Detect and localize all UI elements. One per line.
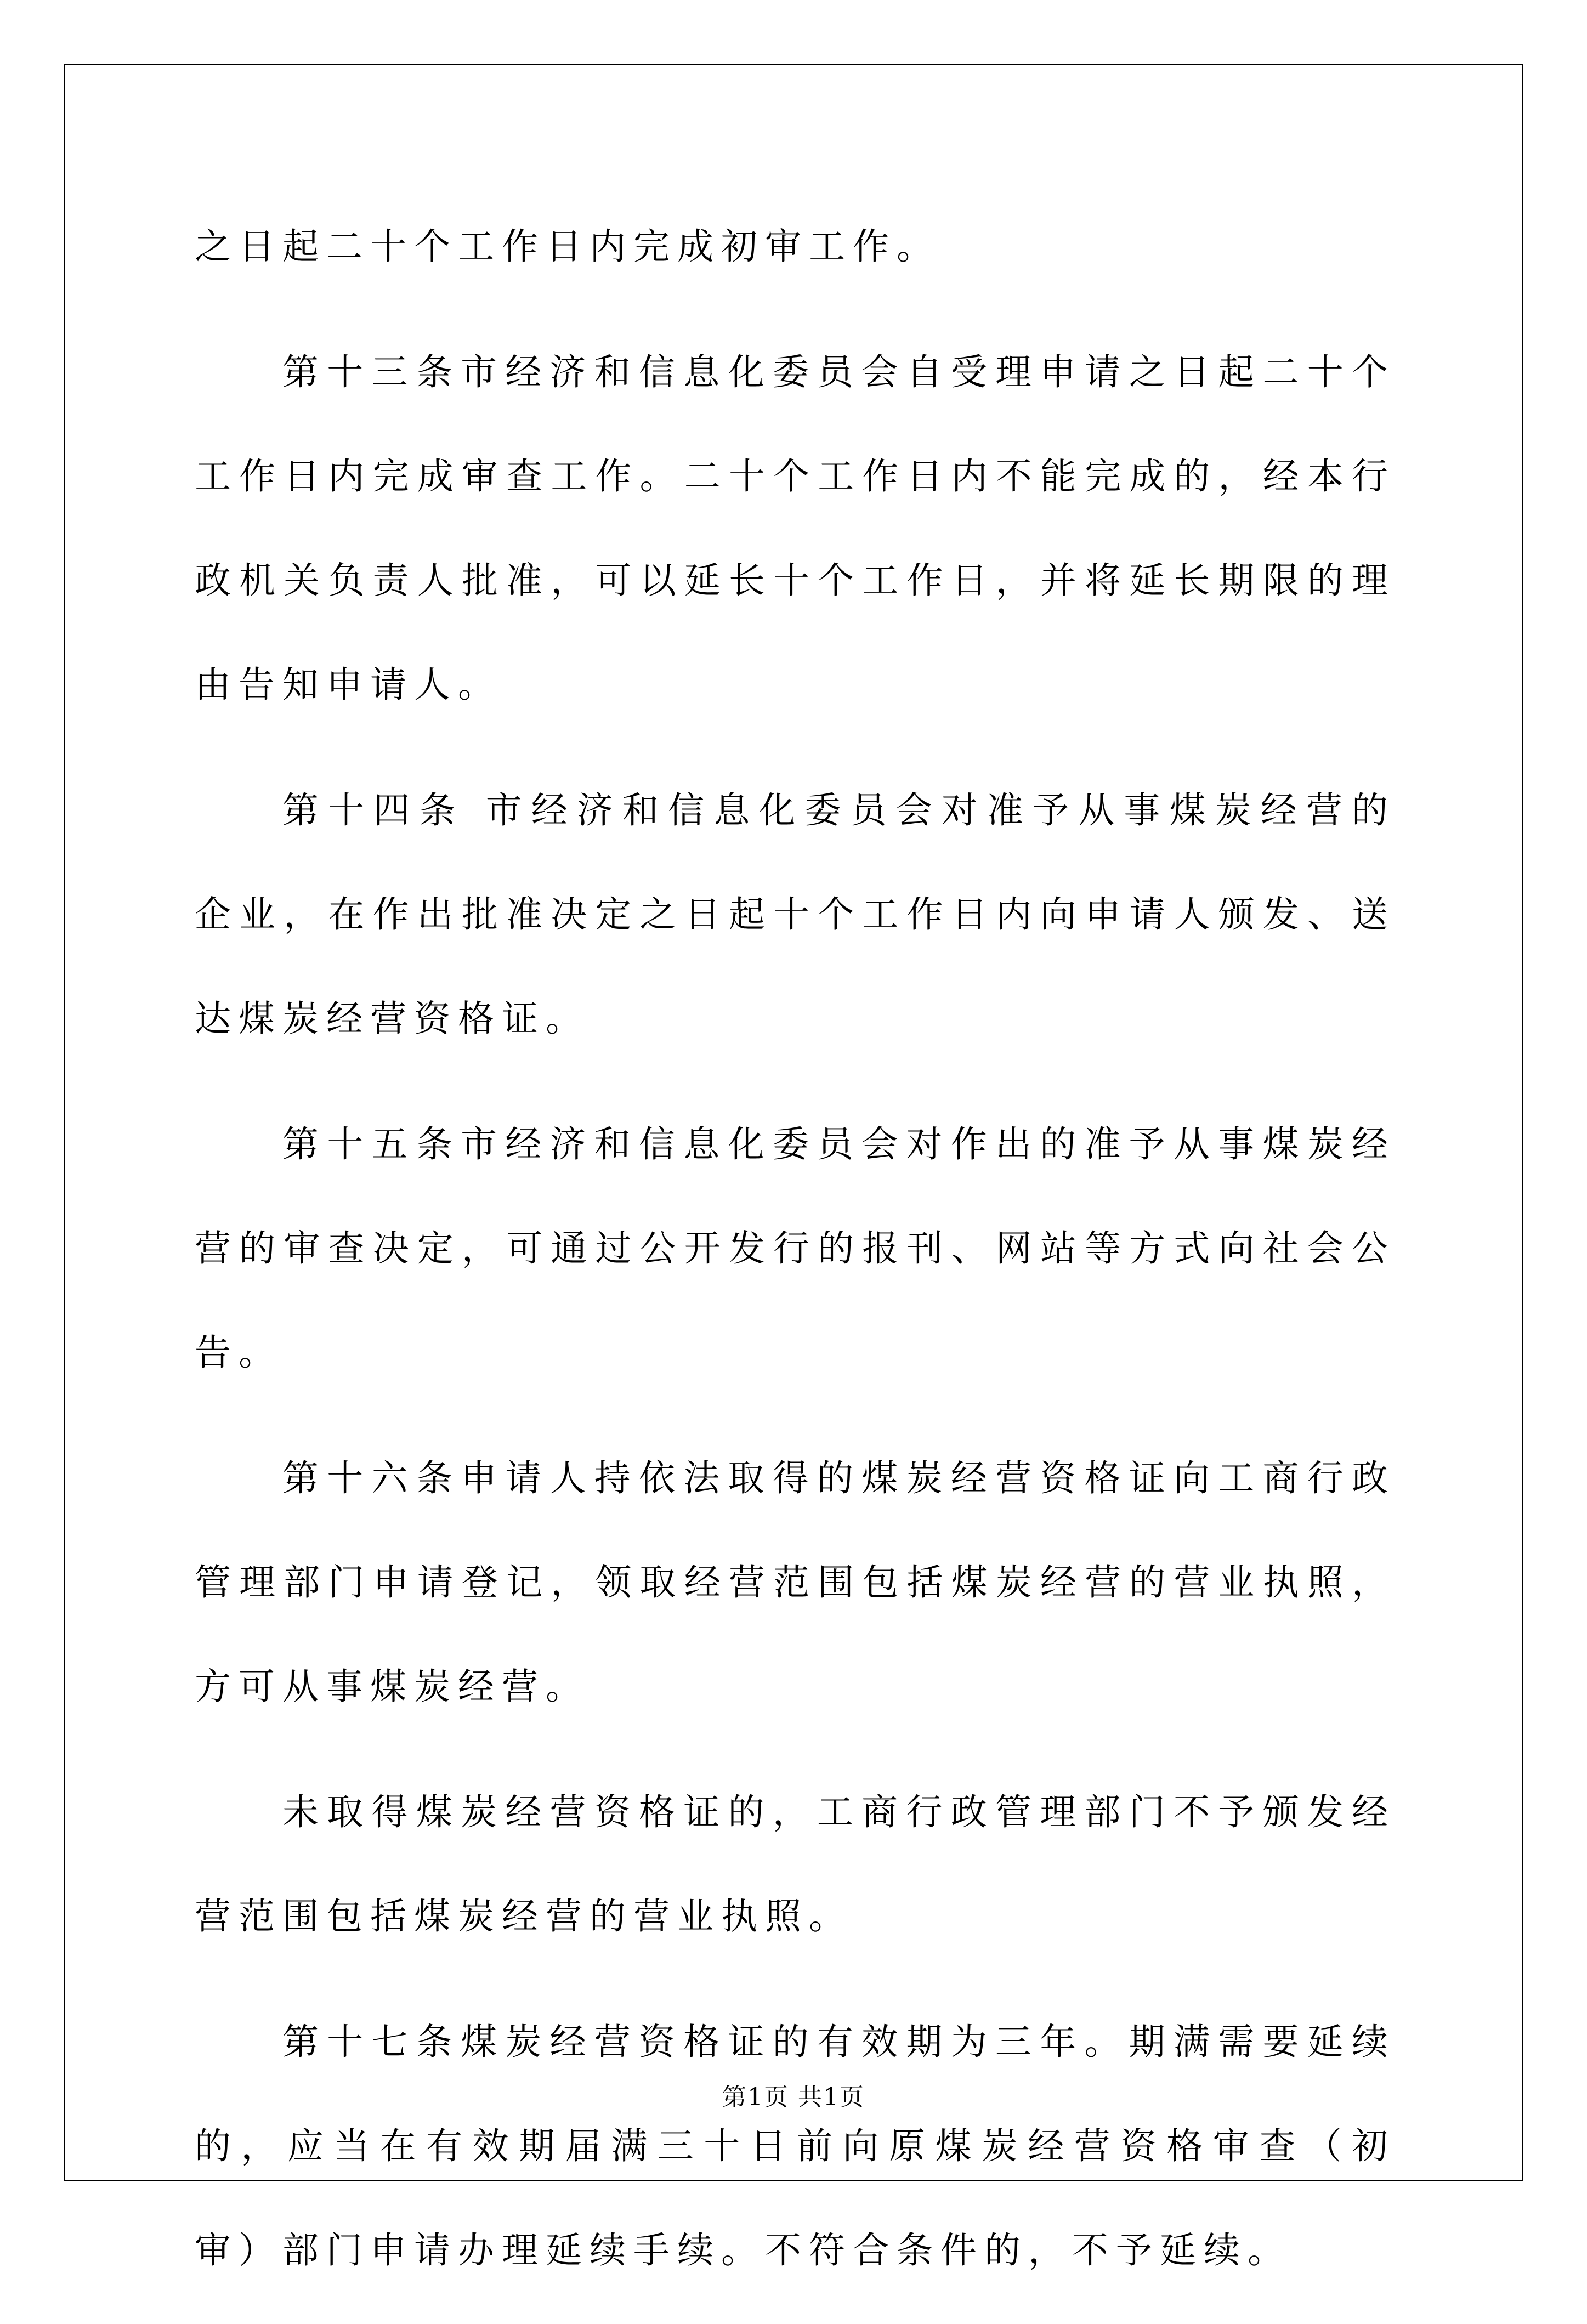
paragraph-article-15: 第十五条市经济和信息化委员会对作出的准予从事煤炭经营的审查决定，可通过公开发行的报刊、网站等方式向社会公告。	[195, 1123, 1396, 1374]
paragraph-1: 之日起二十个工作日内完成初审工作。	[195, 225, 940, 268]
paragraph-article-16: 第十六条申请人持依法取得的煤炭经营资格证向工商行政管理部门申请登记，领取经营范围包括煤炭经营的营业执照，方可从事煤炭经营。	[195, 1457, 1396, 1708]
paragraph-article-16-note: 未取得煤炭经营资格证的，工商行政管理部门不予颁发经营范围包括煤炭经营的营业执照。	[195, 1791, 1396, 1937]
page-footer: 第1页 共1页	[722, 2083, 865, 2111]
paragraph-article-17: 第十七条煤炭经营资格证的有效期为三年。期满需要延续的，应当在有效期届满三十日前向原煤炭经营资格审查（初审）部门申请办理延续手续。不符合条件的，不予延续。	[195, 2021, 1396, 2271]
document-body	[195, 195, 1396, 2324]
paragraph-article-13: 第十三条市经济和信息化委员会自受理申请之日起二十个工作日内完成审查工作。二十个工作日内不能完成的，经本行政机关负责人批准，可以延长十个工作日，并将延长期限的理由告知申请人。	[195, 351, 1396, 706]
paragraph-article-14: 第十四条 市经济和信息化委员会对准予从事煤炭经营的企业，在作出批准决定之日起十个工作日内向申请人颁发、送达煤炭经营资格证。	[195, 789, 1396, 1040]
